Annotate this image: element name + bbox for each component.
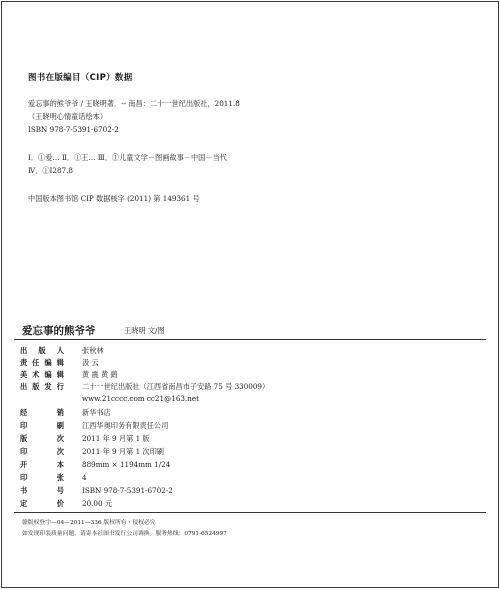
credit-distribution	[20, 382, 269, 392]
credit-value: 黄 震 黄 鹞	[82, 370, 118, 379]
credit-isbn	[20, 486, 173, 496]
credit-format	[20, 460, 170, 470]
credit-label: 版 次	[20, 434, 64, 443]
credit-label: 出 版 人	[20, 346, 64, 355]
cip-line-number: 中国版本图书馆 CIP 数据核字 (2011) 第 149361 号	[28, 194, 200, 203]
credit-printer	[20, 421, 168, 431]
credit-value: 20.00 元	[82, 499, 113, 508]
credit-value: 4	[82, 473, 87, 482]
credit-value: 汲 云	[82, 358, 99, 367]
credit-label: 美术编辑	[20, 370, 64, 379]
credit-value: 889mm × 1194mm 1/24	[82, 460, 171, 469]
credit-label: 印 次	[20, 447, 64, 456]
credit-publisher	[20, 346, 104, 356]
credit-label: 责任编辑	[20, 358, 64, 367]
cip-line-series: （王晓明心情童话绘本）	[28, 112, 108, 121]
footer-rule	[14, 512, 486, 513]
credit-label: 书 号	[20, 486, 64, 495]
credit-value: ISBN 978-7-5391-6702-2	[82, 486, 173, 495]
credit-label: 印 刷	[20, 421, 64, 430]
footer-service: 如发现印装质量问题，请寄本社图书发行公司调换。服务热线：0791-6524997	[22, 531, 227, 537]
footer-copyright: 赣版权登字—04—2011—336 版权所有・侵权必究	[22, 520, 156, 526]
copyright-page	[1, 1, 499, 588]
credit-price	[20, 499, 112, 509]
credit-seller	[20, 408, 111, 418]
credit-label: 印 张	[20, 473, 64, 482]
credit-value: www.21cccc.com cc21@163.net	[82, 394, 200, 403]
credit-printing	[20, 447, 164, 457]
cip-line-isbn: ISBN 978-7-5391-6702-2	[28, 125, 119, 134]
credit-sheets	[20, 473, 87, 483]
title-rule	[14, 339, 486, 340]
book-title: 爱忘事的熊爷爷	[22, 325, 96, 337]
credit-contact	[20, 394, 199, 403]
credit-value: 2011 年 9 月第 1 版	[82, 434, 150, 443]
credit-label: 经 销	[20, 408, 64, 417]
credit-art-editor	[20, 370, 118, 380]
credit-editor	[20, 358, 99, 368]
credit-value: 张秋林	[82, 346, 104, 355]
credit-value: 江西华奥印务有限责任公司	[82, 421, 169, 430]
cip-line-index-1: Ⅰ．①爱… Ⅱ．①王… Ⅲ．①儿童文学－图画故事－中国－当代	[28, 153, 227, 162]
cip-line-title: 爱忘事的熊爷爷 / 王晓明著．-- 南昌：二十一世纪出版社，2011.8	[28, 99, 240, 108]
credit-value: 2011 年 9 月第 1 次印刷	[82, 447, 164, 456]
credit-label: 定 价	[20, 499, 64, 508]
cip-heading: 图书在版编目（CIP）数据	[28, 73, 133, 83]
credit-label: 出版发行	[20, 382, 64, 391]
credit-edition	[20, 434, 150, 444]
credit-value: 二十一世纪出版社（江西省南昌市子安路 75 号 330009）	[82, 382, 270, 391]
credit-label: 开 本	[20, 460, 64, 469]
book-author: 王晓明 文/图	[124, 326, 165, 335]
credit-value: 新华书店	[82, 408, 111, 417]
cip-line-index-2: Ⅳ．①I287.8	[28, 166, 73, 175]
